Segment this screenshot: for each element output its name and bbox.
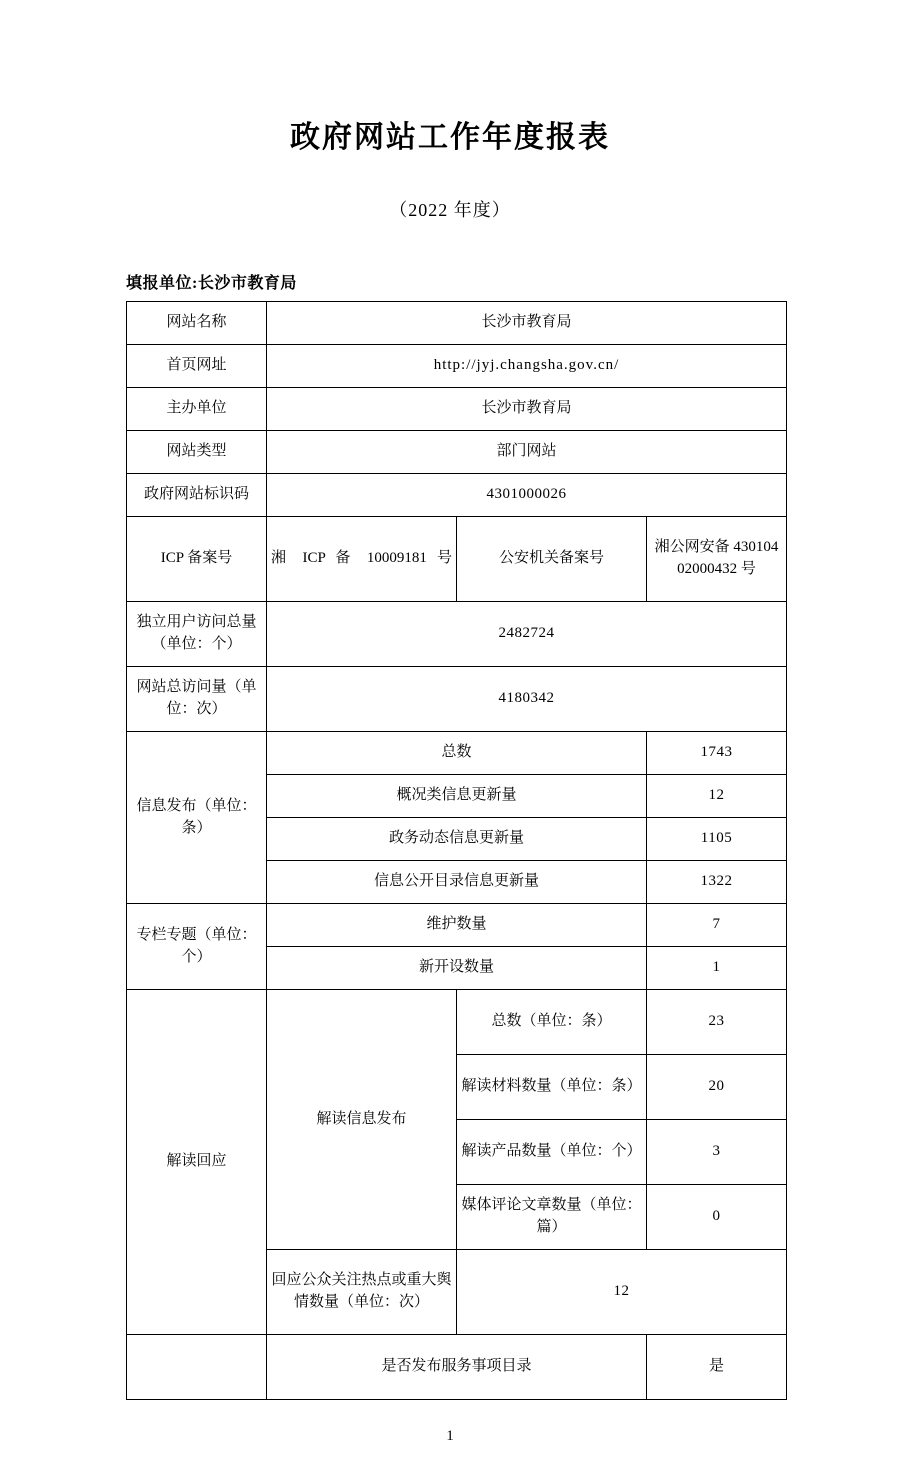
annual-report-table [126, 301, 787, 1400]
police-record-value: 湘公网安备 43010402000432 号 [647, 517, 787, 602]
special-column-item-value: 7 [647, 904, 787, 947]
site-name-label: 网站名称 [127, 302, 267, 345]
hotspot-response-label: 回应公众关注热点或重大舆情数量（单位：次） [267, 1250, 457, 1335]
table-row [127, 345, 787, 388]
special-column-item-name: 新开设数量 [267, 947, 647, 990]
table-row [127, 732, 787, 775]
total-visits-label: 网站总访问量（单位：次） [127, 667, 267, 732]
page-subtitle: （2022 年度） [389, 200, 511, 220]
homepage-label: 首页网址 [127, 345, 267, 388]
info-release-item-value: 12 [647, 775, 787, 818]
table-row [127, 904, 787, 947]
interpretation-item-name: 总数（单位：条） [457, 990, 647, 1055]
page-number: 1 [446, 1428, 454, 1444]
empty-cell [127, 1335, 267, 1400]
info-release-item-value: 1743 [647, 732, 787, 775]
interpretation-item-name: 解读产品数量（单位：个） [457, 1120, 647, 1185]
filer-unit-line: 填报单位:长沙市教育局 [126, 275, 297, 292]
interpretation-item-name: 媒体评论文章数量（单位：篇） [457, 1185, 647, 1250]
service-catalog-value: 是 [647, 1335, 787, 1400]
site-code-value: 4301000026 [267, 474, 787, 517]
icp-label: ICP 备案号 [127, 517, 267, 602]
page-title: 政府网站工作年度报表 [290, 120, 610, 155]
site-code-label: 政府网站标识码 [127, 474, 267, 517]
unique-visitors-label: 独立用户访问总量（单位：个） [127, 602, 267, 667]
interpretation-item-name: 解读材料数量（单位：条） [457, 1055, 647, 1120]
icp-value: 湘 ICP 备 10009181 号 [267, 517, 457, 602]
info-release-item-name: 政务动态信息更新量 [267, 818, 647, 861]
table-row [127, 602, 787, 667]
table-row [127, 302, 787, 345]
table-row [127, 990, 787, 1055]
special-column-item-value: 1 [647, 947, 787, 990]
info-release-label: 信息发布（单位：条） [127, 732, 267, 904]
interpretation-item-value: 20 [647, 1055, 787, 1120]
table-row [127, 474, 787, 517]
info-release-item-name: 概况类信息更新量 [267, 775, 647, 818]
table-row [127, 431, 787, 474]
table-row [127, 517, 787, 602]
site-type-value: 部门网站 [267, 431, 787, 474]
info-release-item-name: 信息公开目录信息更新量 [267, 861, 647, 904]
interpretation-release-label: 解读信息发布 [267, 990, 457, 1250]
table-row [127, 1335, 787, 1400]
service-catalog-label: 是否发布服务事项目录 [267, 1335, 647, 1400]
special-column-item-name: 维护数量 [267, 904, 647, 947]
hotspot-response-value: 12 [457, 1250, 787, 1335]
sponsor-value: 长沙市教育局 [267, 388, 787, 431]
sponsor-label: 主办单位 [127, 388, 267, 431]
site-name-value: 长沙市教育局 [267, 302, 787, 345]
police-record-label: 公安机关备案号 [457, 517, 647, 602]
table-row [127, 388, 787, 431]
homepage-value: http://jyj.changsha.gov.cn/ [267, 345, 787, 388]
interpretation-item-value: 0 [647, 1185, 787, 1250]
info-release-item-name: 总数 [267, 732, 647, 775]
interpretation-item-value: 23 [647, 990, 787, 1055]
interpretation-label: 解读回应 [127, 990, 267, 1335]
info-release-item-value: 1322 [647, 861, 787, 904]
special-column-label: 专栏专题（单位：个） [127, 904, 267, 990]
total-visits-value: 4180342 [267, 667, 787, 732]
interpretation-item-value: 3 [647, 1120, 787, 1185]
unique-visitors-value: 2482724 [267, 602, 787, 667]
info-release-item-value: 1105 [647, 818, 787, 861]
table-row [127, 667, 787, 732]
site-type-label: 网站类型 [127, 431, 267, 474]
